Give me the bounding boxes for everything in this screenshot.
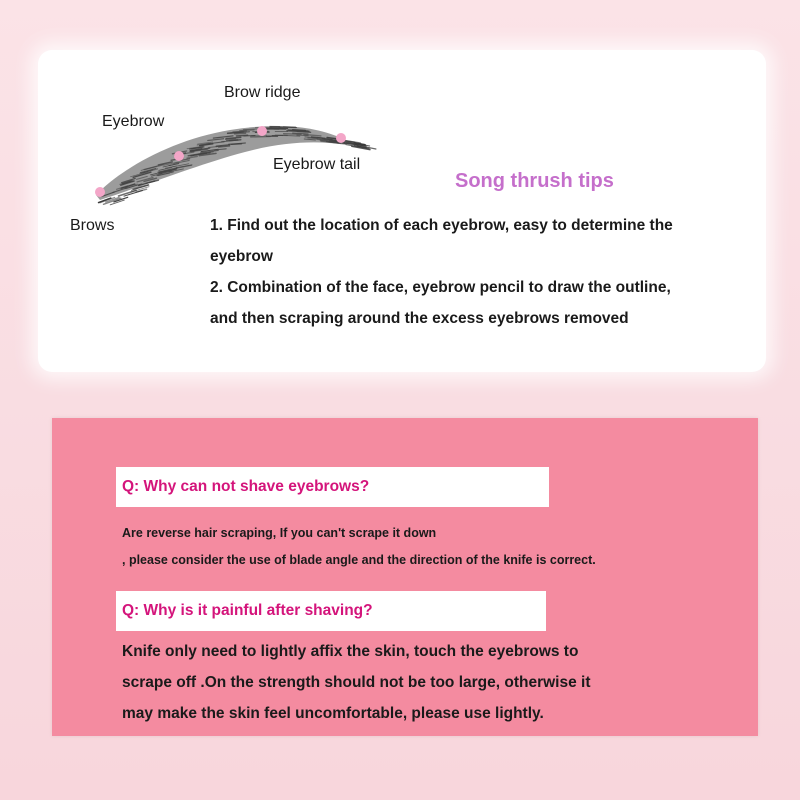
tips-line: eyebrow (210, 248, 273, 265)
eyebrow-point-dot (174, 151, 184, 161)
faq-question-text: Q: Why can not shave eyebrows? (122, 478, 370, 495)
faq-question-box (116, 591, 546, 631)
faq-answer-line: may make the skin feel uncomfortable, please use lightly. (122, 705, 544, 722)
faq-question-text: Q: Why is it painful after shaving? (122, 602, 373, 619)
faq-question-box (116, 467, 549, 507)
eyebrow-tail-point-dot (336, 133, 346, 143)
eyebrow-label: Eyebrow (102, 113, 165, 130)
brow-ridge-point-dot (257, 126, 267, 136)
brows-label: Brows (70, 217, 115, 234)
faq-answer-line: Are reverse hair scraping, If you can't scrape it down (122, 526, 437, 540)
tips-line: and then scraping around the excess eyebrows removed (210, 310, 629, 327)
tips-line: 2. Combination of the face, eyebrow pencil to draw the outline, (210, 279, 671, 296)
faq-answer-line: , please consider the use of blade angle and the direction of the knife is correct. (122, 553, 596, 567)
tips-line: 1. Find out the location of each eyebrow, easy to determine the (210, 217, 673, 234)
tips-title: Song thrush tips (455, 170, 614, 192)
faq-answer-line: scrape off .On the strength should not be too large, otherwise it (122, 674, 591, 691)
faq-answer-line: Knife only need to lightly affix the skin, touch the eyebrows to (122, 643, 579, 660)
brows-point-dot (95, 187, 105, 197)
brow-ridge-label: Brow ridge (224, 84, 301, 101)
eyebrow-tail-label: Eyebrow tail (273, 156, 361, 173)
